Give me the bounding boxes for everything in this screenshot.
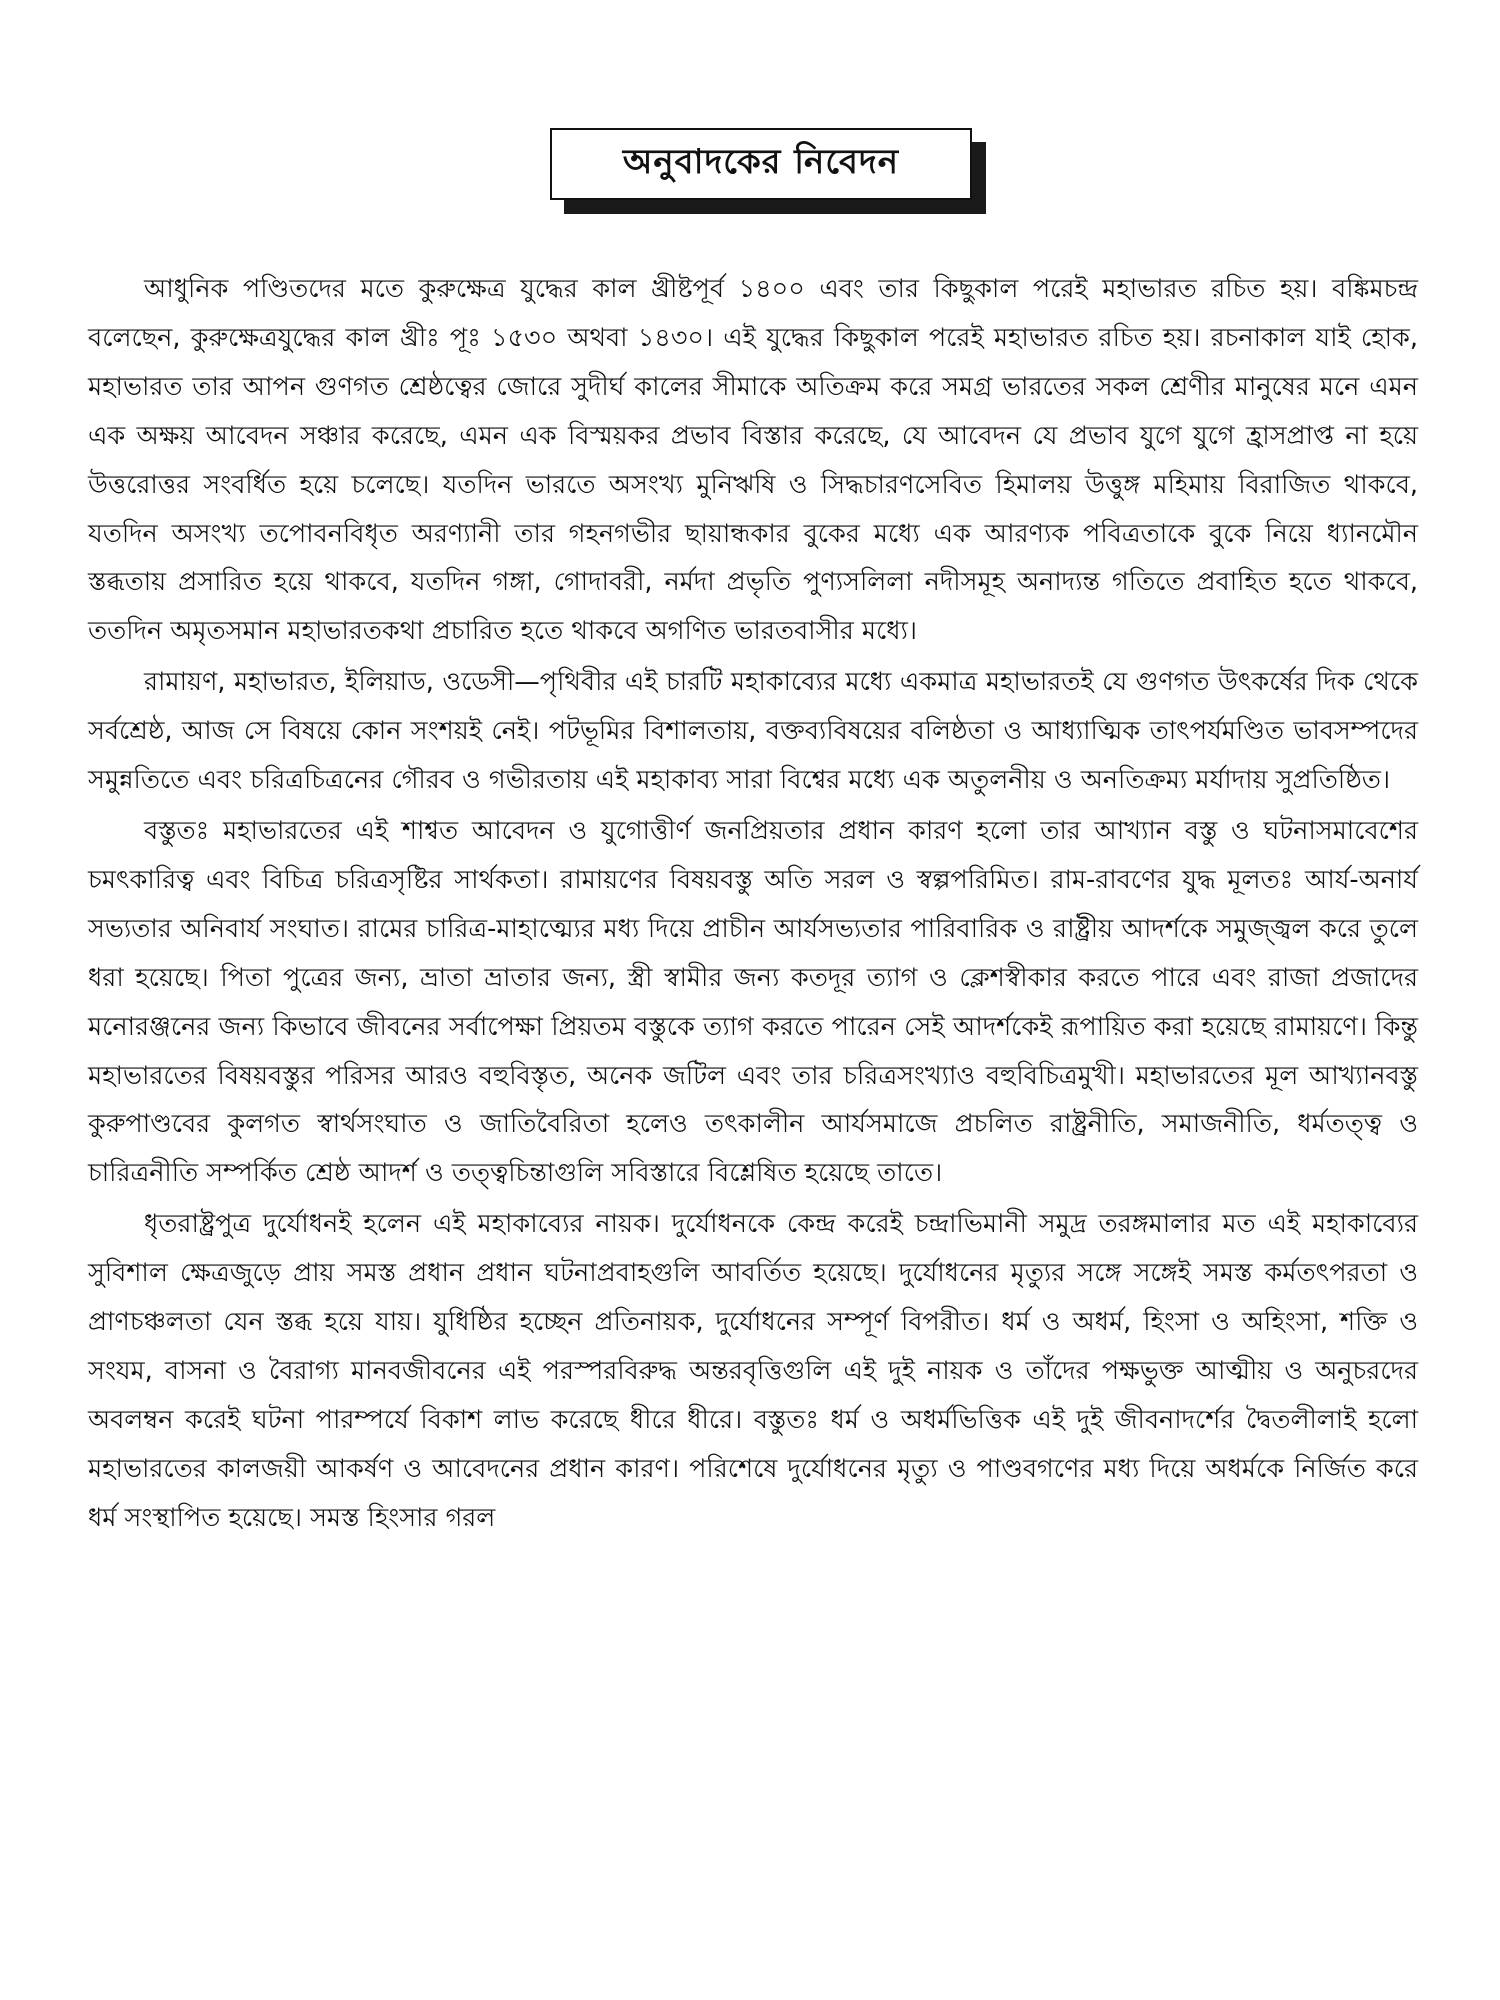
paragraph-4: ধৃতরাষ্ট্রপুত্র দুর্যোধনই হলেন এই মহাকাব্যের নায়ক। দুর্যোধনকে কেন্দ্র করেই চন্দ্রাভিমানী সমুদ্র তরঙ্গমালার মত এই মহাকাব্যের সুবিশাল ক্ষেত্রজুড়ে প্রায় সমস্ত প্রধান প্রধান ঘটনাপ্রবাহগুলি আবর্তিত হয়েছে। দুর্যোধনের মৃত্যুর সঙ্গে সঙ্গেই সমস্ত কর্মতৎপরতা ও প্রাণচঞ্চলতা যেন স্তব্ধ হয়ে যায়। যুধিষ্ঠির হচ্ছেন প্রতিনায়ক, দুর্যোধনের সম্পূর্ণ বিপরীত। ধর্ম ও অধর্ম, হিংসা ও অহিংসা, শক্তি ও সংযম, বাসনা ও বৈরাগ্য মানবজীবনের এই পরস্পরবিরুদ্ধ অন্তরবৃত্তিগুলি এই দুই নায়ক ও তাঁদের পক্ষভুক্ত আত্মীয় ও অনুচরদের অবলম্বন করেই ঘটনা পারম্পর্যে বিকাশ লাভ করেছে ধীরে ধীরে। বস্তুতঃ ধর্ম ও অধর্মভিত্তিক এই দুই জীবনাদর্শের দ্বৈতলীলাই হলো মহাভারতের কালজয়ী আকর্ষণ ও আবেদনের প্রধান কারণ। পরিশেষে দুর্যোধনের মৃত্যু ও পাণ্ডবগণের মধ্য দিয়ে অধর্মকে নির্জিত করে ধর্ম সংস্থাপিত হয়েছে। সমস্ত হিংসার গরল — [88, 1209, 1419, 1533]
page-title: অনুবাদকের নিবেদন — [550, 128, 972, 200]
paragraph-3: বস্তুতঃ মহাভারতের এই শাশ্বত আবেদন ও যুগোত্তীর্ণ জনপ্রিয়তার প্রধান কারণ হলো তার আখ্যান বস্তু ও ঘটনাসমাবেশের চমৎকারিত্ব এবং বিচিত্র চরিত্রসৃষ্টির সার্থকতা। রামায়ণের বিষয়বস্তু অতি সরল ও স্বল্পপরিমিত। রাম-রাবণের যুদ্ধ মূলতঃ আর্য-অনার্য সভ্যতার অনিবার্য সংঘাত। রামের চারিত্র-মাহাত্ম্যের মধ্য দিয়ে প্রাচীন আর্যসভ্যতার পারিবারিক ও রাষ্ট্রীয় আদর্শকে সমুজ্জ্বল করে তুলে ধরা হয়েছে। পিতা পুত্রের জন্য, ভ্রাতা ভ্রাতার জন্য, স্ত্রী স্বামীর জন্য কতদূর ত্যাগ ও ক্লেশস্বীকার করতে পারে এবং রাজা প্রজাদের মনোরঞ্জনের জন্য কিভাবে জীবনের সর্বাপেক্ষা প্রিয়তম বস্তুকে ত্যাগ করতে পারেন সেই আদর্শকেই রূপায়িত করা হয়েছে রামায়ণে। কিন্তু মহাভারতের বিষয়বস্তুর পরিসর আরও বহুবিস্তৃত, অনেক জটিল এবং তার চরিত্রসংখ্যাও বহুবিচিত্রমুখী। মহাভারতের মূল আখ্যানবস্তু কুরুপাণ্ডবের কুলগত স্বার্থসংঘাত ও জাতিবৈরিতা হলেও তৎকালীন আর্যসমাজে প্রচলিত রাষ্ট্রনীতি, সমাজনীতি, ধর্মতত্ত্ব ও চারিত্রনীতি সম্পর্কিত শ্রেষ্ঠ আদর্শ ও তত্ত্বচিন্তাগুলি সবিস্তারে বিশ্লেষিত হয়েছে তাতে। — [88, 815, 1418, 1189]
body-text — [88, 265, 1418, 1545]
paragraph-2: রামায়ণ, মহাভারত, ইলিয়াড, ওডেসী—পৃথিবীর এই চারটি মহাকাব্যের মধ্যে একমাত্র মহাভারতই যে গুণগত উৎকর্ষের দিক থেকে সর্বশ্রেষ্ঠ, আজ সে বিষয়ে কোন সংশয়ই নেই। পটভূমির বিশালতায়, বক্তব্যবিষয়ের বলিষ্ঠতা ও আধ্যাত্মিক তাৎপর্যমণ্ডিত ভাবসম্পদের সমুন্নতিতে এবং চরিত্রচিত্রনের গৌরব ও গভীরতায় এই মহাকাব্য সারা বিশ্বের মধ্যে এক অতুলনীয় ও অনতিক্রম্য মর্যাদায় সুপ্রতিষ্ঠিত। — [88, 667, 1418, 796]
paragraph-1: আধুনিক পণ্ডিতদের মতে কুরুক্ষেত্র যুদ্ধের কাল খ্রীষ্টপূর্ব ১৪০০ এবং তার কিছুকাল পরেই মহাভারত রচিত হয়। বঙ্কিমচন্দ্র বলেছেন, কুরুক্ষেত্রযুদ্ধের কাল খ্রীঃ পূঃ ১৫৩০ অথবা ১৪৩০। এই যুদ্ধের কিছুকাল পরেই মহাভারত রচিত হয়। রচনাকাল যাই হোক, মহাভারত তার আপন গুণগত শ্রেষ্ঠত্বের জোরে সুদীর্ঘ কালের সীমাকে অতিক্রম করে সমগ্র ভারতের সকল শ্রেণীর মানুষের মনে এমন এক অক্ষয় আবেদন সঞ্চার করেছে, এমন এক বিস্ময়কর প্রভাব বিস্তার করেছে, যে আবেদন যে প্রভাব যুগে যুগে হ্রাসপ্রাপ্ত না হয়ে উত্তরোত্তর সংবর্ধিত হয়ে চলেছে। যতদিন ভারতে অসংখ্য মুনিঋষি ও সিদ্ধচারণসেবিত হিমালয় উত্তুঙ্গ মহিমায় বিরাজিত থাকবে, যতদিন অসংখ্য তপোবনবিধৃত অরণ্যানী তার গহনগভীর ছায়ান্ধকার বুকের মধ্যে এক আরণ্যক পবিত্রতাকে বুকে নিয়ে ধ্যানমৌন স্তব্ধতায় প্রসারিত হয়ে থাকবে, যতদিন গঙ্গা, গোদাবরী, নর্মদা প্রভৃতি পুণ্যসলিলা নদীসমূহ অনাদ্যন্ত গতিতে প্রবাহিত হতে থাকবে, ততদিন অমৃতসমান মহাভারতকথা প্রচারিত হতে থাকবে অগণিত ভারতবাসীর মধ্যে। — [88, 274, 1418, 647]
title-frame — [550, 128, 972, 200]
